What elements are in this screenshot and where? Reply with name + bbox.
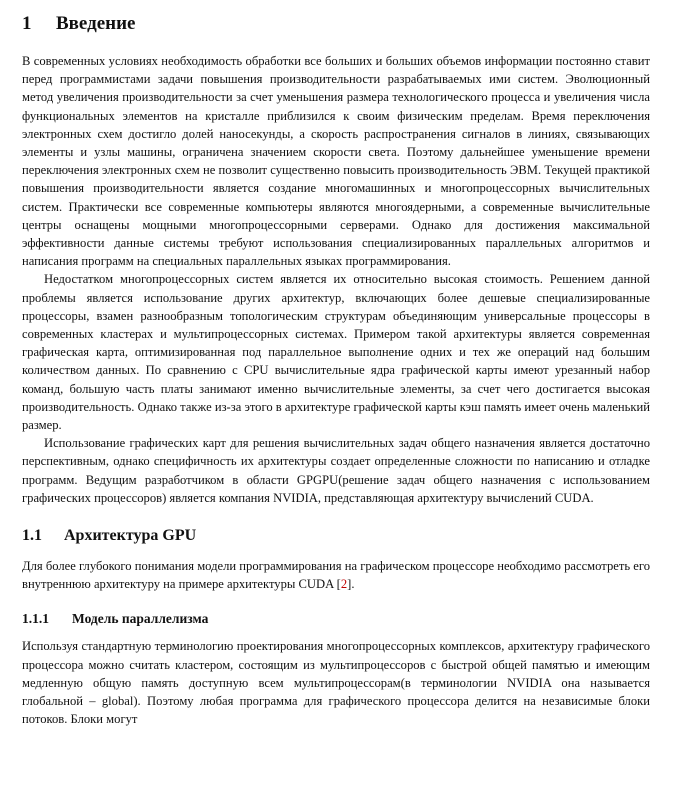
subsection-paragraph: [22, 557, 650, 593]
section-title: Введение: [56, 13, 136, 34]
subsubsection-heading: [22, 609, 650, 629]
intro-paragraph-1: В современных условиях необходимость обработки все больших и больших объемов информации постоянно ставит перед программистами задачи повышения производительности разрабатываемых ими систем. Эволюционный метод увеличения производительности за счет уменьшения размера технологического процесса и увеличения числа функциональных элементов на кристалле приблизился к своим физическим пределам. Время переключения электронных схем достигло долей наносекунды, а скорость распространения сигналов в линиях, связывающих элементы и узлы машины, ограничена значением скорости света. Поэтому дальнейшее уменьшение времени переключения электронных схем не позволит существенно повысить производительность ЭВМ. Текущей практикой повышения производительности является создание многомашинных и многопроцессорных вычислительных систем. Практически все современные компьютеры являются многоядерными, а современные вычислительные центры оснащены мощными многопроцессорными серверами. Однако для достижения максимальной эффективности данные системы требуют использования специализированных параллельных алгоритмов и написания программ на специальных параллельных языках программирования.: [22, 54, 650, 269]
subsubsection-paragraph: Используя стандартную терминологию проектирования многопроцессорных комплексов, архитектуру графического процессора можно считать кластером, состоящим из мультипроцессоров с быстрой общей памятью и имеющим медленную общую память доступную всем мультипроцессорам(в терминологии NVIDIA она называется глобальной – global). Поэтому любая программа для графического процессора делится на независимые блоки потоков. Блоки могут: [22, 639, 650, 727]
subsection-heading: [22, 525, 650, 547]
document-page: [22, 10, 650, 729]
section-heading: [22, 10, 650, 38]
intro-paragraph-2: Недостатком многопроцессорных систем является их относительно высокая стоимость. Решением данной проблемы является использование других архитектур, включающих более дешевые специализированные процессоры, взамен разнообразным топологическим структурам объединяющим универсальные процессоры в современных кластерах и мультипроцессорных системах. Примером такой архитектуры является современная графическая карта, оптимизированная под параллельное выполнение одних и тех же операций над большим количеством данных. По сравнению с CPU вычислительные ядра графической карты имеют урезанный набор команд, большую часть платы занимают именно вычислительные элементы, за счет чего достигается высокая производительность. Однако также из-за этого в архитектуре графической карты кэш память имеет очень маленький размер.: [22, 272, 651, 433]
subsection-paragraph-text: Для более глубокого понимания модели программирования на графическом процессоре необходимо рассмотреть его внутреннюю архитектуру на примере архитектуры CUDA [: [22, 559, 650, 592]
subsection-number: 1.1: [22, 527, 42, 545]
subsubsection-title: Модель параллелизма: [72, 611, 209, 627]
citation-link[interactable]: 2: [340, 577, 348, 592]
subsection-paragraph-end: ].: [347, 577, 355, 592]
section-number: 1: [22, 13, 32, 34]
subsubsection-number: 1.1.1: [22, 611, 49, 627]
subsection-title: Архитектура GPU: [64, 527, 197, 545]
intro-paragraph-3: Использование графических карт для решения вычислительных задач общего назначения является достаточно перспективным, однако специфичность их архитектуры создает определенные сложности по написанию и отладке программ. Ведущим разработчиком в области GPGPU(решение задач общего назначения с использованием графических процессоров) является компания NVIDIA, представляющая архитектуру вычислений CUDA.: [22, 436, 650, 505]
